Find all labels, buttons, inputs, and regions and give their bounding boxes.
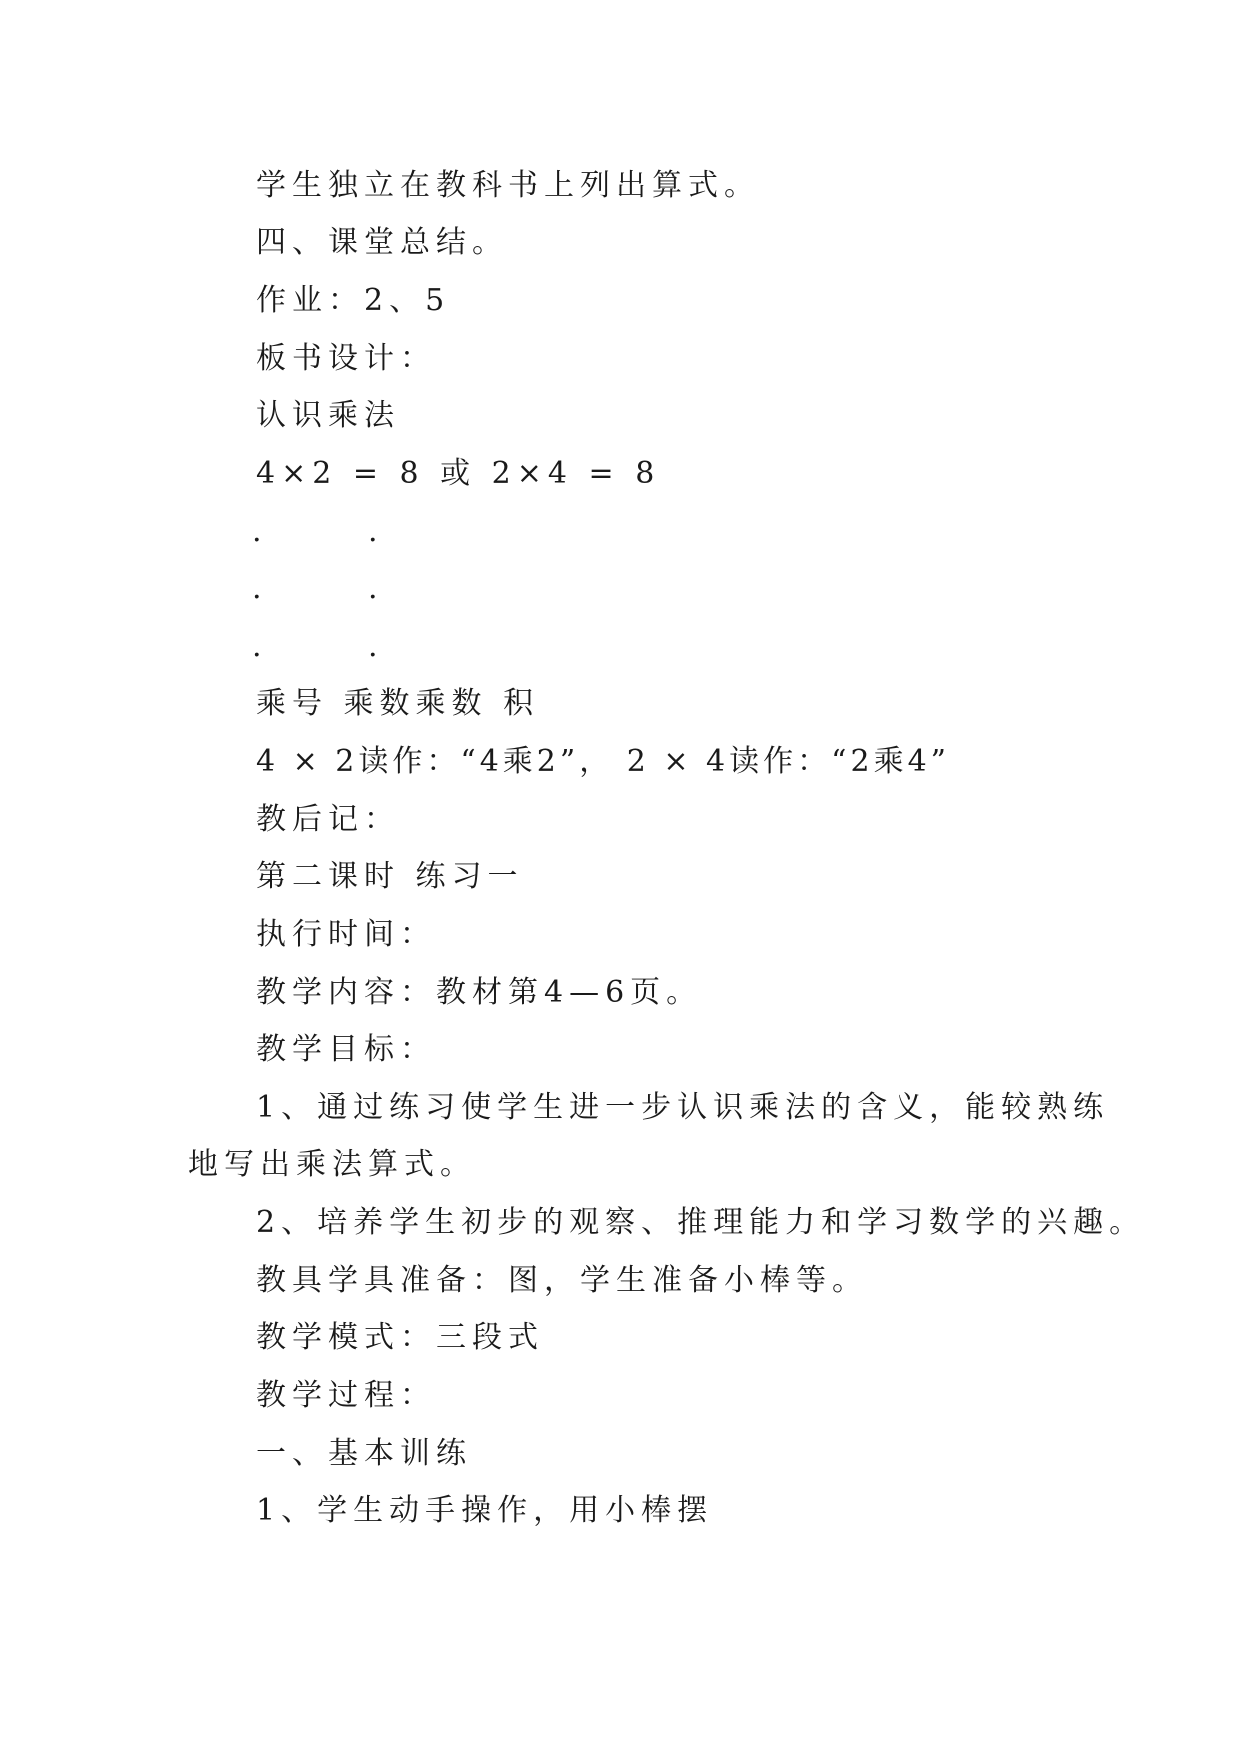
text-line-reflection: 教后记： bbox=[256, 802, 400, 837]
text-line-activity: 1、学生动手操作，用小棒摆 bbox=[256, 1493, 714, 1528]
annotation-dot: . bbox=[252, 629, 262, 664]
text-line-goals: 教学目标： bbox=[256, 1032, 436, 1067]
text-line-content: 教学内容：教材第4—6页。 bbox=[256, 975, 703, 1010]
text-line-process: 教学过程： bbox=[256, 1378, 436, 1413]
text-line-terms: 乘号 乘数乘数 积 bbox=[256, 686, 540, 721]
text-line-homework: 作业：2、5 bbox=[256, 283, 451, 318]
text-line-board-design: 板书设计： bbox=[256, 341, 436, 376]
section-heading-summary: 四、课堂总结。 bbox=[256, 225, 508, 260]
text-line-materials: 教具学具准备：图，学生准备小棒等。 bbox=[256, 1263, 868, 1298]
equation-line: 4×2 = 8 或 2×4 = 8 bbox=[256, 456, 661, 491]
text-line-reading: 4 × 2读作：“4乘2”， 2 × 4读作：“2乘4” bbox=[256, 744, 950, 779]
annotation-dot: . bbox=[368, 629, 378, 664]
section-heading-basic-training: 一、基本训练 bbox=[256, 1436, 472, 1471]
text-line-1: 学生独立在教科书上列出算式。 bbox=[256, 168, 760, 203]
annotation-dot: . bbox=[368, 514, 378, 549]
text-line-goal-1-cont: 地写出乘法算式。 bbox=[188, 1147, 476, 1182]
annotation-dot: . bbox=[252, 514, 262, 549]
text-line-topic: 认识乘法 bbox=[256, 398, 400, 433]
lesson-title: 第二课时 练习一 bbox=[256, 859, 524, 894]
annotation-dot: . bbox=[252, 571, 262, 606]
text-line-goal-2: 2、培养学生初步的观察、推理能力和学习数学的兴趣。 bbox=[256, 1205, 1146, 1240]
text-line-goal-1: 1、通过练习使学生进一步认识乘法的含义，能较熟练 bbox=[256, 1090, 1110, 1125]
annotation-dot: . bbox=[368, 571, 378, 606]
text-line-time: 执行时间： bbox=[256, 917, 436, 952]
text-line-mode: 教学模式：三段式 bbox=[256, 1320, 544, 1355]
